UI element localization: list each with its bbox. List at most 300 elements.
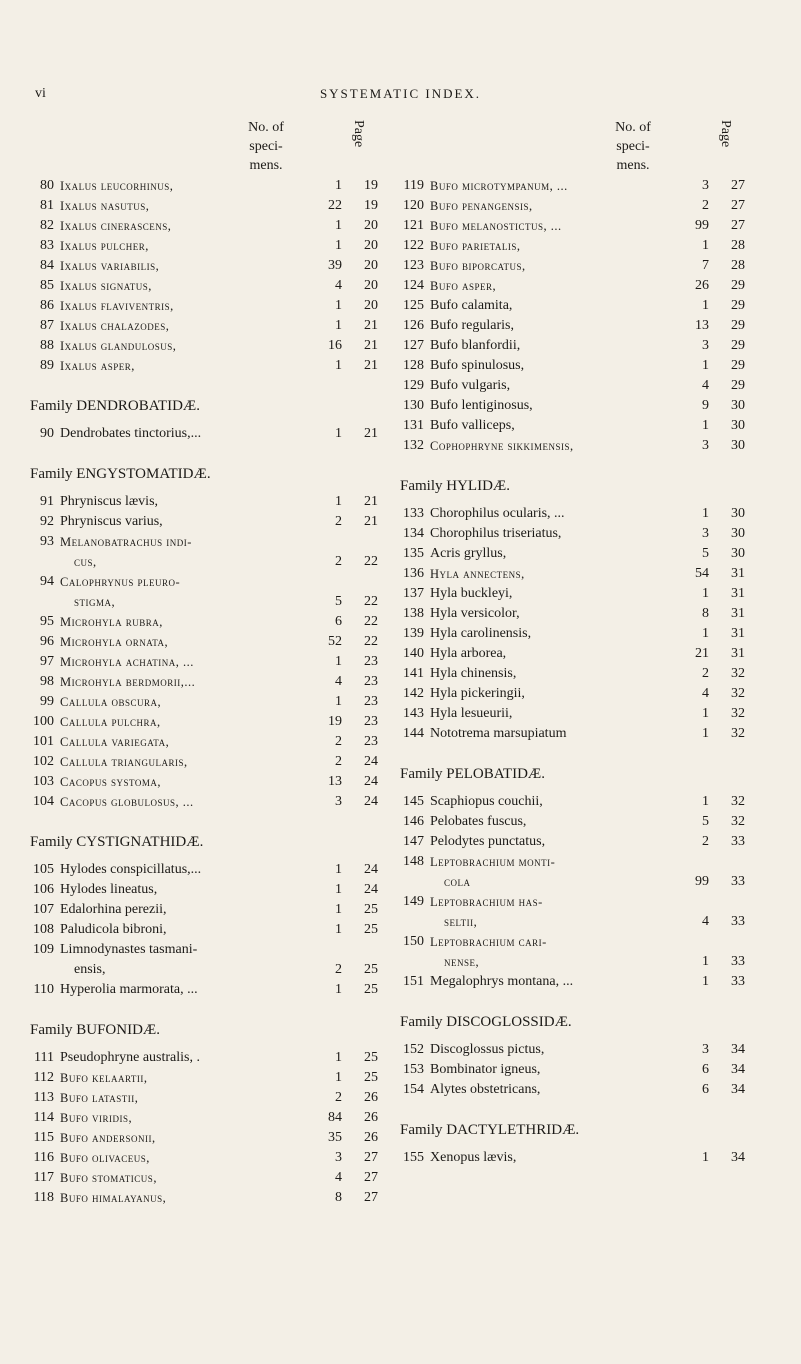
index-entry — [400, 704, 745, 724]
page-ref: 22 — [364, 554, 378, 569]
index-list-left — [30, 176, 378, 1208]
entry-number: 135 — [403, 546, 424, 561]
index-entry — [400, 416, 745, 436]
specimen-count: 1 — [335, 238, 342, 253]
specimen-count: 1 — [702, 298, 709, 313]
specimen-count: 3 — [702, 178, 709, 193]
index-entry — [30, 1188, 378, 1208]
index-entry — [30, 176, 378, 196]
species-name: Pelodytes punctatus, — [430, 834, 546, 849]
index-entry — [30, 424, 378, 444]
index-entry — [400, 544, 745, 564]
species-name: Chorophilus ocularis, ... — [430, 506, 565, 521]
page-ref: 33 — [731, 874, 745, 889]
page-ref: 25 — [364, 982, 378, 997]
index-entry — [30, 532, 378, 572]
index-entry — [400, 176, 745, 196]
column-header — [30, 118, 378, 176]
specimen-count: 3 — [702, 338, 709, 353]
page-ref: 31 — [731, 566, 745, 581]
specimen-count: 1 — [335, 494, 342, 509]
entry-number: 124 — [403, 278, 424, 293]
entry-number: 152 — [403, 1042, 424, 1057]
specimen-count: 6 — [335, 614, 342, 629]
page-ref: 29 — [731, 278, 745, 293]
specimen-count: 2 — [335, 754, 342, 769]
entry-number: 99 — [40, 694, 54, 709]
species-name: Ixalus asper, — [60, 359, 135, 373]
entry-number: 144 — [403, 726, 424, 741]
entry-number: 150 — [403, 934, 424, 949]
specimen-count: 6 — [702, 1082, 709, 1097]
specimen-count: 26 — [695, 278, 709, 293]
entry-number: 111 — [34, 1050, 54, 1065]
species-name: Bufo calamita, — [430, 298, 513, 313]
header-speci: speci- — [616, 139, 650, 154]
species-name: Hyla chinensis, — [430, 666, 517, 681]
entry-number: 137 — [403, 586, 424, 601]
entry-number: 84 — [40, 258, 54, 273]
page-ref: 27 — [364, 1170, 378, 1185]
index-entry — [400, 316, 745, 336]
page-ref: 29 — [731, 358, 745, 373]
page-ref: 32 — [731, 666, 745, 681]
page-ref: 19 — [364, 198, 378, 213]
entry-number: 112 — [33, 1070, 54, 1085]
family-heading: Family BUFONIDÆ. — [30, 1022, 161, 1038]
species-name: Bufo latastii, — [60, 1091, 139, 1105]
specimen-count: 52 — [328, 634, 342, 649]
specimen-count: 22 — [328, 198, 342, 213]
page-ref: 23 — [364, 714, 378, 729]
species-name: Callula pulchra, — [60, 715, 161, 729]
page-ref: 21 — [364, 318, 378, 333]
page-ref: 28 — [731, 238, 745, 253]
entry-number: 134 — [403, 526, 424, 541]
specimen-count: 3 — [335, 794, 342, 809]
index-entry — [30, 792, 378, 812]
species-name: Hyla arborea, — [430, 646, 507, 661]
index-entry — [30, 612, 378, 632]
species-name: Dendrobates tinctorius,... — [60, 426, 202, 441]
entry-number: 122 — [403, 238, 424, 253]
entry-number: 148 — [403, 854, 424, 869]
entry-number: 126 — [403, 318, 424, 333]
specimen-count: 1 — [335, 318, 342, 333]
specimen-count: 99 — [695, 874, 709, 889]
species-name: Bufo penangensis, — [430, 199, 533, 213]
page-ref: 22 — [364, 634, 378, 649]
species-name: Cacopus systoma, — [60, 775, 161, 789]
species-name: Callula triangularis, — [60, 755, 188, 769]
page-ref: 30 — [731, 418, 745, 433]
page-ref: 34 — [731, 1062, 745, 1077]
index-entry — [400, 524, 745, 544]
index-entry — [30, 492, 378, 512]
entry-number: 127 — [403, 338, 424, 353]
entry-number: 95 — [40, 614, 54, 629]
species-name: Bufo andersonii, — [60, 1131, 156, 1145]
page-ref: 30 — [731, 438, 745, 453]
species-name: Discoglossus pictus, — [430, 1042, 545, 1057]
entry-number: 138 — [403, 606, 424, 621]
page-ref: 27 — [364, 1190, 378, 1205]
specimen-count: 2 — [335, 554, 342, 569]
entry-number: 106 — [33, 882, 54, 897]
entry-number: 91 — [40, 494, 54, 509]
entry-number: 140 — [403, 646, 424, 661]
species-name: Leptobrachium has- — [430, 895, 543, 909]
entry-number: 109 — [33, 942, 54, 957]
entry-number: 131 — [403, 418, 424, 433]
species-name: Acris gryllus, — [430, 546, 507, 561]
specimen-count: 35 — [328, 1130, 342, 1145]
page-ref: 29 — [731, 338, 745, 353]
specimen-count: 2 — [702, 198, 709, 213]
index-entry — [400, 972, 745, 992]
index-entry — [30, 980, 378, 1000]
specimen-count: 13 — [695, 318, 709, 333]
entry-number: 154 — [403, 1082, 424, 1097]
index-entry — [400, 216, 745, 236]
species-name: Hylodes conspicillatus,... — [60, 862, 202, 877]
page-ref: 32 — [731, 726, 745, 741]
page-ref: 34 — [731, 1150, 745, 1165]
entry-number: 128 — [403, 358, 424, 373]
entry-number: 85 — [40, 278, 54, 293]
entry-number: 142 — [403, 686, 424, 701]
page-ref: 21 — [364, 358, 378, 373]
page-ref: 20 — [364, 258, 378, 273]
species-name: Bufo melanostictus, ... — [430, 219, 562, 233]
family-heading: Family CYSTIGNATHIDÆ. — [30, 834, 204, 850]
running-head: SYSTEMATIC INDEX. — [319, 86, 482, 101]
entry-number: 82 — [40, 218, 54, 233]
page-ref: 20 — [364, 238, 378, 253]
entry-number: 108 — [33, 922, 54, 937]
index-entry — [400, 792, 745, 812]
specimen-count: 19 — [328, 714, 342, 729]
page-ref: 32 — [731, 814, 745, 829]
page-ref: 25 — [364, 1070, 378, 1085]
species-name-continued: stigma, — [74, 595, 116, 609]
specimen-count: 4 — [335, 278, 342, 293]
index-entry — [400, 196, 745, 216]
specimen-count: 1 — [702, 1150, 709, 1165]
specimen-count: 4 — [702, 378, 709, 393]
specimen-count: 1 — [702, 626, 709, 641]
specimen-count: 1 — [702, 586, 709, 601]
specimen-count: 1 — [335, 862, 342, 877]
species-name: Bufo valliceps, — [430, 418, 515, 433]
page-ref: 27 — [364, 1150, 378, 1165]
entry-number: 87 — [40, 318, 54, 333]
specimen-count: 1 — [335, 298, 342, 313]
index-entry — [30, 880, 378, 900]
page-ref: 25 — [364, 1050, 378, 1065]
page-ref: 26 — [364, 1090, 378, 1105]
entry-number: 96 — [40, 634, 54, 649]
specimen-count: 21 — [695, 646, 709, 661]
specimen-count: 1 — [335, 178, 342, 193]
species-name: Ixalus nasutus, — [60, 199, 150, 213]
species-name: Microhyla berdmorii,... — [60, 675, 196, 689]
specimen-count: 2 — [335, 514, 342, 529]
species-name-continued: seltii, — [444, 915, 478, 929]
species-name: Ixalus glandulosus, — [60, 339, 177, 353]
species-name: Bufo kelaartii, — [60, 1071, 148, 1085]
entry-number: 141 — [403, 666, 424, 681]
entry-number: 110 — [33, 982, 54, 997]
specimen-count: 1 — [335, 358, 342, 373]
species-name: Limnodynastes tasmani- — [60, 942, 198, 957]
specimen-count: 8 — [335, 1190, 342, 1205]
index-entry — [30, 356, 378, 376]
index-entry — [400, 664, 745, 684]
species-name: Ixalus cinerascens, — [60, 219, 172, 233]
entry-number: 133 — [403, 506, 424, 521]
species-name: Pseudophryne australis, . — [60, 1050, 200, 1065]
entry-number: 102 — [33, 754, 54, 769]
species-name: Xenopus lævis, — [430, 1150, 517, 1165]
specimen-count: 1 — [702, 358, 709, 373]
species-name: Hyperolia marmorata, ... — [60, 982, 198, 997]
index-entry — [400, 504, 745, 524]
index-entry — [30, 196, 378, 216]
species-name: Bufo spinulosus, — [430, 358, 525, 373]
header-no-of: No. of — [248, 120, 284, 135]
index-entry — [30, 216, 378, 236]
page-ref: 30 — [731, 506, 745, 521]
index-entry — [400, 932, 745, 972]
page-ref: 33 — [731, 914, 745, 929]
specimen-count: 3 — [702, 438, 709, 453]
specimen-count: 4 — [702, 914, 709, 929]
entry-number: 139 — [403, 626, 424, 641]
index-entry — [400, 256, 745, 276]
species-name: Leptobrachium cari- — [430, 935, 547, 949]
specimen-count: 1 — [335, 982, 342, 997]
species-name-continued: cola — [444, 875, 471, 889]
page-ref: 22 — [364, 614, 378, 629]
page-ref: 24 — [364, 862, 378, 877]
entry-number: 107 — [33, 902, 54, 917]
index-entry — [30, 1168, 378, 1188]
page-ref: 26 — [364, 1130, 378, 1145]
species-name: Bufo asper, — [430, 279, 497, 293]
specimen-count: 5 — [335, 594, 342, 609]
page-ref: 33 — [731, 834, 745, 849]
header-page: Page — [351, 120, 366, 148]
header-page: Page — [718, 120, 733, 148]
specimen-count: 8 — [702, 606, 709, 621]
specimen-count: 9 — [702, 398, 709, 413]
page-ref: 33 — [731, 974, 745, 989]
index-entry — [400, 624, 745, 644]
family-heading: Family DACTYLETHRIDÆ. — [400, 1122, 580, 1138]
index-entry — [30, 692, 378, 712]
entry-number: 116 — [33, 1150, 54, 1165]
page-ref: 26 — [364, 1110, 378, 1125]
specimen-count: 6 — [702, 1062, 709, 1077]
species-name: Bufo regularis, — [430, 318, 514, 333]
entry-number: 151 — [403, 974, 424, 989]
species-name: Hyla carolinensis, — [430, 626, 532, 641]
index-entry — [30, 900, 378, 920]
entry-number: 98 — [40, 674, 54, 689]
species-name: Callula obscura, — [60, 695, 162, 709]
index-entry — [400, 812, 745, 832]
index-entry — [400, 376, 745, 396]
specimen-count: 1 — [335, 218, 342, 233]
specimen-count: 2 — [702, 666, 709, 681]
species-name: Ixalus pulcher, — [60, 239, 149, 253]
entry-number: 147 — [403, 834, 424, 849]
entry-number: 117 — [33, 1170, 54, 1185]
specimen-count: 1 — [335, 654, 342, 669]
page-number: vi — [35, 86, 46, 101]
page-ref: 24 — [364, 794, 378, 809]
page-ref: 24 — [364, 774, 378, 789]
species-name: Bufo parietalis, — [430, 239, 521, 253]
entry-number: 97 — [40, 654, 54, 669]
species-name: Microhyla rubra, — [60, 615, 163, 629]
species-name: Callula variegata, — [60, 735, 170, 749]
page-ref: 25 — [364, 902, 378, 917]
species-name: Nototrema marsupiatum — [430, 726, 567, 741]
page-ref: 20 — [364, 278, 378, 293]
entry-number: 80 — [40, 178, 54, 193]
species-name: Phryniscus lævis, — [60, 494, 159, 509]
species-name: Hyla buckleyi, — [430, 586, 513, 601]
specimen-count: 54 — [695, 566, 709, 581]
specimen-count: 1 — [335, 922, 342, 937]
entry-number: 129 — [403, 378, 424, 393]
entry-number: 93 — [40, 534, 54, 549]
index-entry — [30, 316, 378, 336]
index-entry — [30, 920, 378, 940]
index-entry — [30, 860, 378, 880]
species-name: Hyla pickeringii, — [430, 686, 525, 701]
specimen-count: 3 — [702, 1042, 709, 1057]
specimen-count: 1 — [335, 1070, 342, 1085]
species-name: Alytes obstetricans, — [430, 1082, 541, 1097]
entry-number: 94 — [40, 574, 54, 589]
right-column — [400, 118, 745, 1168]
species-name: Bufo biporcatus, — [430, 259, 526, 273]
entry-number: 89 — [40, 358, 54, 373]
species-name: Chorophilus triseriatus, — [430, 526, 562, 541]
page-ref: 23 — [364, 654, 378, 669]
specimen-count: 1 — [702, 238, 709, 253]
species-name: Melanobatrachus indi- — [60, 535, 192, 549]
species-name: Bufo vulgaris, — [430, 378, 511, 393]
species-name: Phryniscus varius, — [60, 514, 163, 529]
page-ref: 29 — [731, 318, 745, 333]
specimen-count: 1 — [702, 794, 709, 809]
specimen-count: 99 — [695, 218, 709, 233]
page-ref: 30 — [731, 546, 745, 561]
specimen-count: 1 — [335, 882, 342, 897]
species-name: Pelobates fuscus, — [430, 814, 527, 829]
page-ref: 34 — [731, 1042, 745, 1057]
entry-number: 119 — [403, 178, 424, 193]
index-entry — [400, 1060, 745, 1080]
page-ref: 33 — [731, 954, 745, 969]
index-entry — [400, 892, 745, 932]
page-ref: 28 — [731, 258, 745, 273]
page-ref: 31 — [731, 586, 745, 601]
species-name: Megalophrys montana, ... — [430, 974, 574, 989]
species-name: Leptobrachium monti- — [430, 855, 556, 869]
specimen-count: 1 — [335, 902, 342, 917]
page-ref: 29 — [731, 378, 745, 393]
entry-number: 132 — [403, 438, 424, 453]
index-entry — [30, 732, 378, 752]
species-name: Ixalus leucorhinus, — [60, 179, 174, 193]
specimen-count: 2 — [335, 1090, 342, 1105]
specimen-count: 4 — [335, 1170, 342, 1185]
entry-number: 86 — [40, 298, 54, 313]
specimen-count: 1 — [702, 954, 709, 969]
specimen-count: 1 — [335, 694, 342, 709]
specimen-count: 16 — [328, 338, 342, 353]
page-ref: 21 — [364, 514, 378, 529]
species-name: Bufo himalayanus, — [60, 1191, 167, 1205]
entry-number: 115 — [33, 1130, 54, 1145]
family-heading: Family DENDROBATIDÆ. — [30, 398, 201, 414]
entry-number: 90 — [40, 426, 54, 441]
family-heading: Family PELOBATIDÆ. — [400, 766, 546, 782]
specimen-count: 4 — [702, 686, 709, 701]
specimen-count: 1 — [702, 418, 709, 433]
species-name: Cophophryne sikkimensis, — [430, 439, 574, 453]
entry-number: 92 — [40, 514, 54, 529]
index-entry — [30, 672, 378, 692]
entry-number: 101 — [33, 734, 54, 749]
entry-number: 130 — [403, 398, 424, 413]
species-name: Bufo olivaceus, — [60, 1151, 150, 1165]
index-entry — [400, 1080, 745, 1100]
index-entry — [30, 1128, 378, 1148]
species-name: Calophrynus pleuro- — [60, 575, 181, 589]
entry-number: 155 — [403, 1150, 424, 1165]
entry-number: 81 — [40, 198, 54, 213]
specimen-count: 39 — [328, 258, 342, 273]
species-name: Ixalus chalazodes, — [60, 319, 170, 333]
page-ref: 32 — [731, 706, 745, 721]
species-name: Bufo blanfordii, — [430, 338, 521, 353]
species-name: Hyla versicolor, — [430, 606, 520, 621]
specimen-count: 84 — [328, 1110, 342, 1125]
specimen-count: 2 — [335, 734, 342, 749]
entry-number: 114 — [33, 1110, 54, 1125]
index-entry — [400, 396, 745, 416]
species-name-continued: cus, — [74, 555, 97, 569]
species-name: Bufo lentiginosus, — [430, 398, 533, 413]
page-ref: 29 — [731, 298, 745, 313]
index-entry — [30, 940, 378, 980]
specimen-count: 1 — [702, 706, 709, 721]
header-mens: mens. — [616, 158, 650, 173]
species-name: Bombinator igneus, — [430, 1062, 541, 1077]
page-ref: 23 — [364, 694, 378, 709]
specimen-count: 1 — [335, 1050, 342, 1065]
specimen-count: 4 — [335, 674, 342, 689]
index-entry — [400, 1148, 745, 1168]
page-ref: 34 — [731, 1082, 745, 1097]
specimen-count: 2 — [335, 962, 342, 977]
